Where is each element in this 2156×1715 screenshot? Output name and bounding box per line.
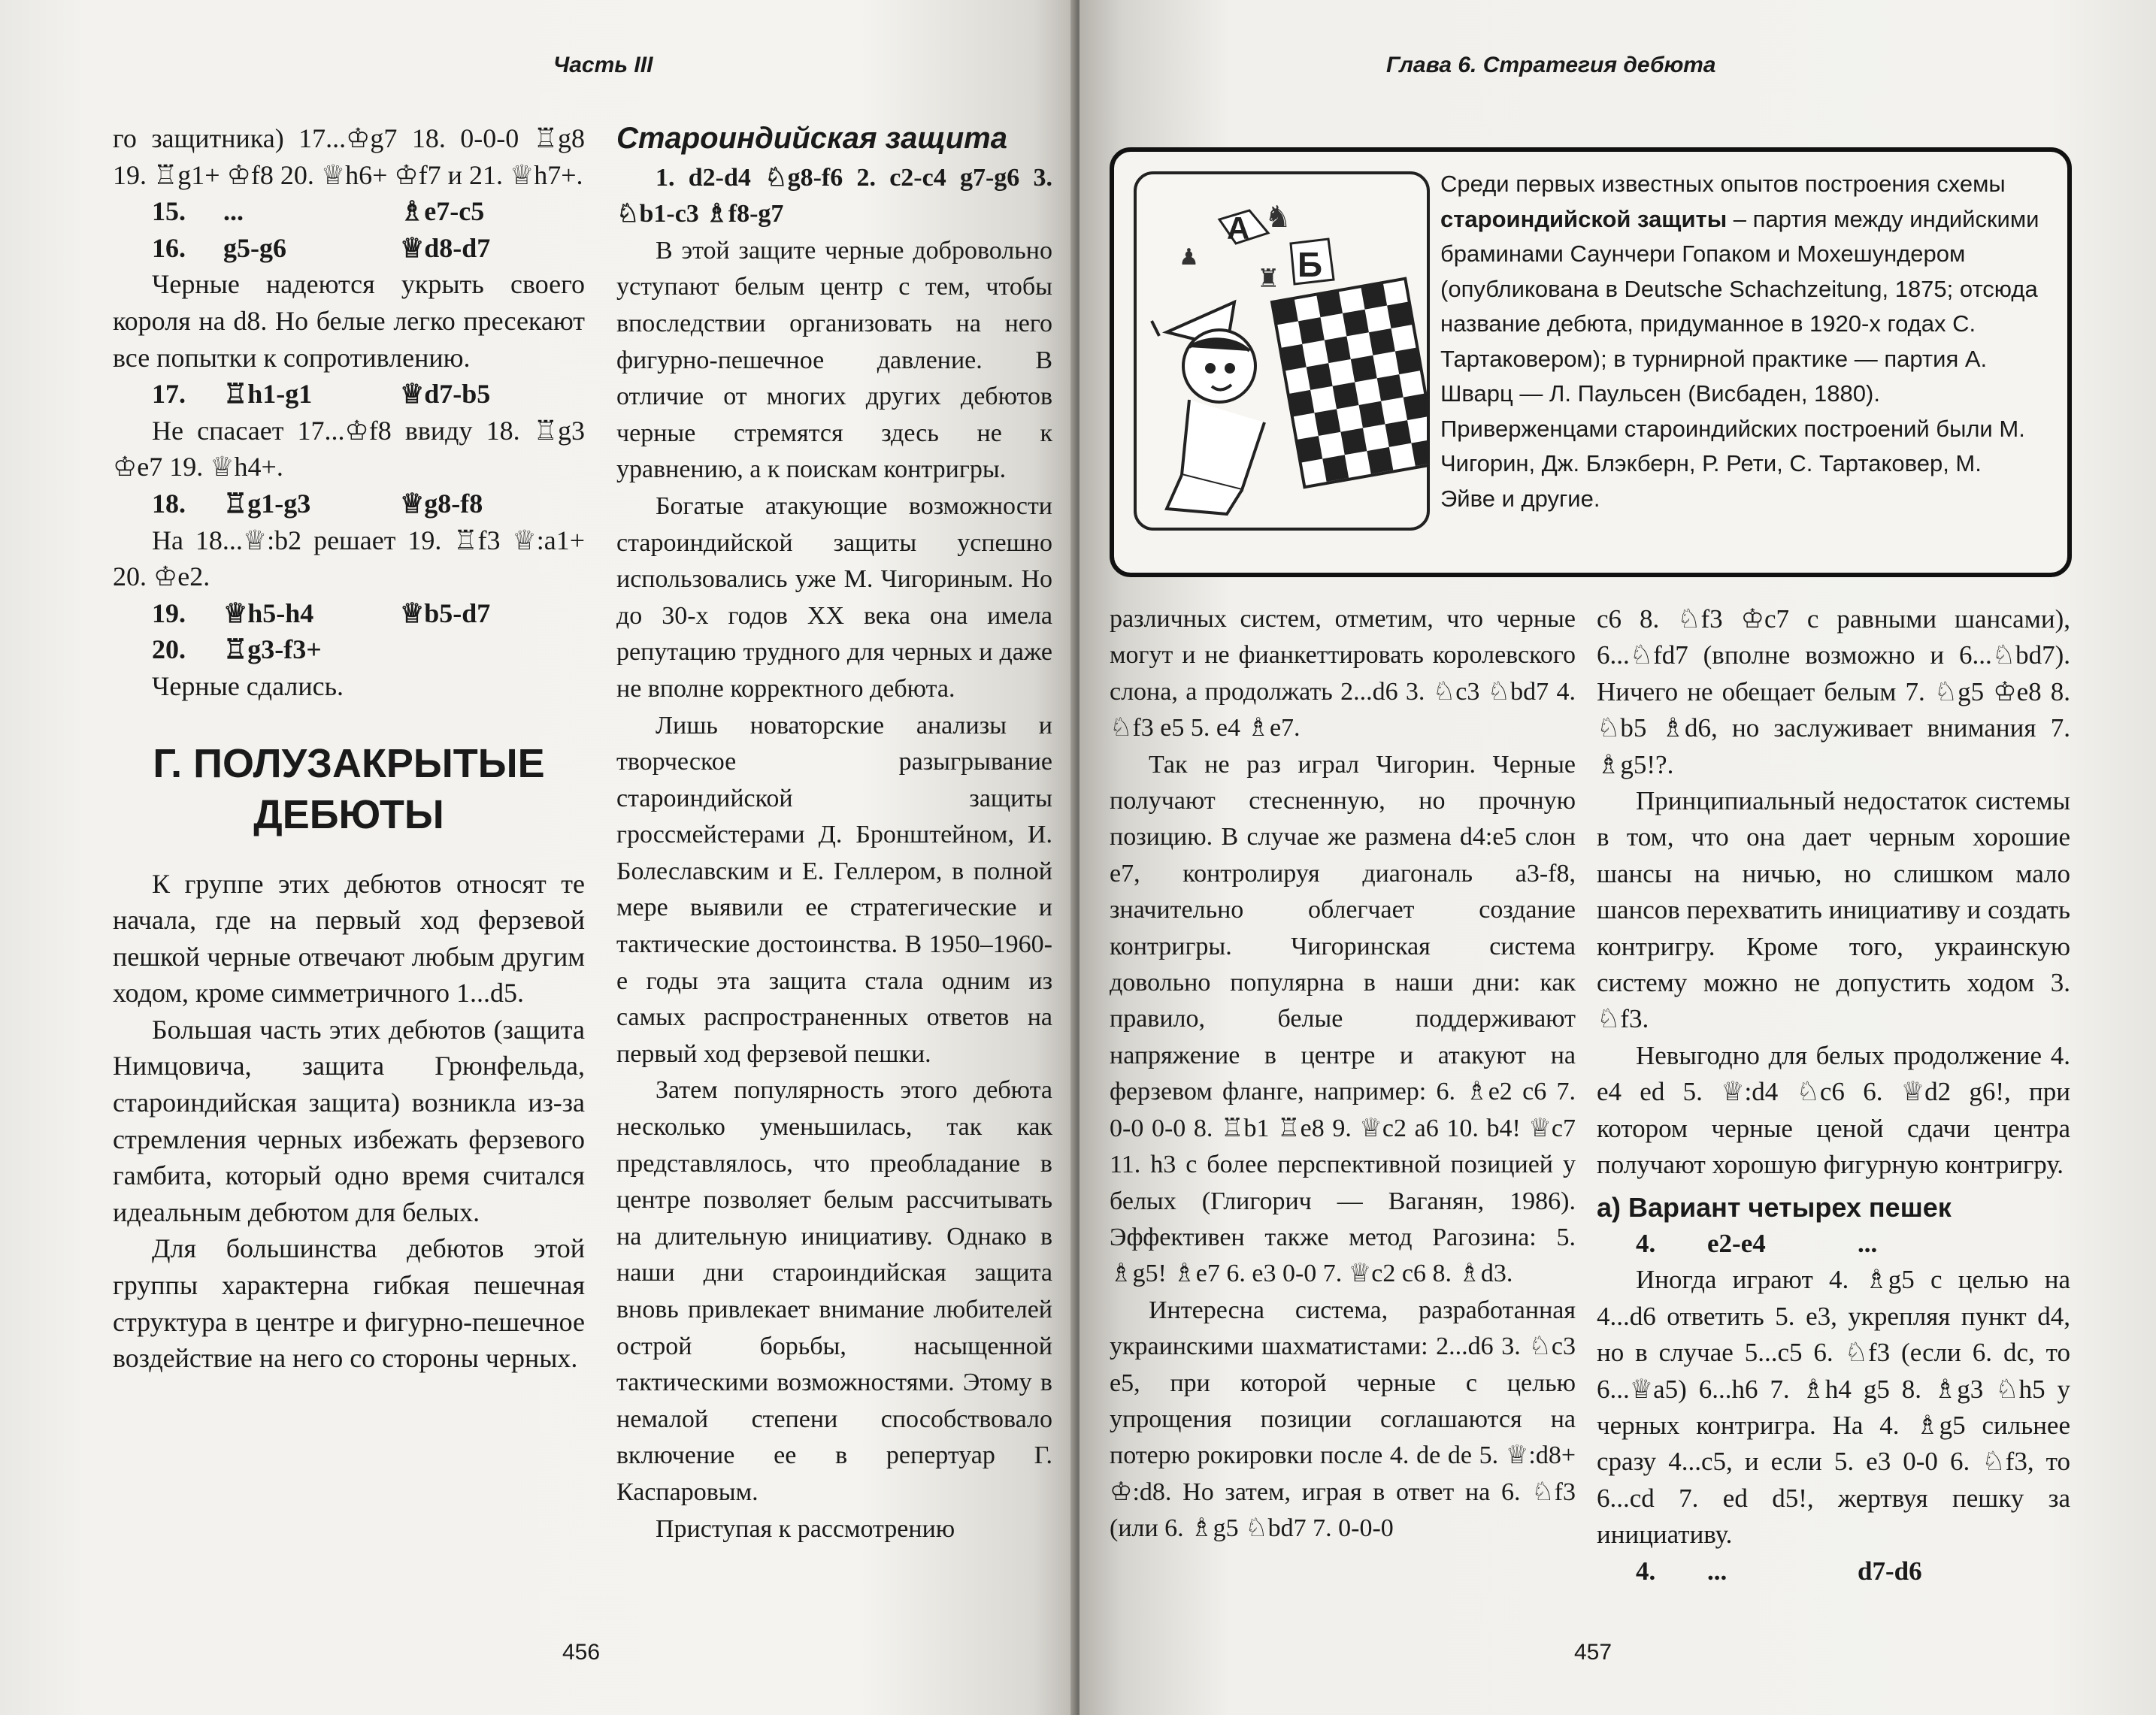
paragraph: Приступая к рассмотрению [656, 1514, 955, 1543]
paragraph: Богатые атакующие возможности староиндийской защиты успешно использовались уже М. Чигориным. Но до 30-х годов XX века она имела репутацию трудного для черных и даже не вполне корректного дебюта. [616, 492, 1052, 703]
svg-text:А: А [1227, 210, 1250, 246]
paragraph: Иногда играют 4. ♗g5 с целью на 4...d6 ответить 5. e3, укрепляя пункт d4, но в случае 5...c5 6. ♘f3 (если 6. dc, то 6...♕a5) 6...h6 7. ♗h4 g5 8. ♗g3 ♘h5 у черных контригра. На 4. ♗g5 сильнее сразу 4...c5, и если 5. e3 0-0 6. ♘f3, то 6...cd 7. ed d5!, жертвуя пешку за инициативу. [1597, 1265, 2070, 1550]
paragraph: Большая часть этих дебютов (защита Нимцовича, защита Грюнфельда, староиндийская защита) возникла из-за стремления черных избежать ферзевого гамбита, который одно время считался идеальным дебютом для белых. [113, 1014, 585, 1227]
right-column-2 [1597, 601, 2070, 1589]
illustration [1134, 171, 1430, 531]
chessboard [1272, 279, 1427, 487]
running-head: Глава 6. Стратегия дебюта [1386, 53, 1716, 77]
info-box [1110, 147, 2072, 577]
paragraph: В этой защите черные добровольно уступают белым центр с тем, чтобы впоследствии организовать на него фигурно-пешечное давление. В отличие от многих других дебютов черные стремятся здесь не к уравнению, а к поискам контригры. [616, 236, 1052, 484]
pawn-icon: ♟ [1179, 245, 1199, 270]
move-row: 15. ... ♗e7-c5 [152, 196, 485, 227]
move-row: 20. ♖g3-f3+ [152, 634, 322, 665]
rook-icon: ♜ [1257, 265, 1280, 293]
move-row: 19. ♕h5-h4 ♕b5-d7 [152, 597, 491, 628]
move-row: 17. ♖h1-g1 ♕d7-b5 [152, 379, 491, 410]
paragraph: различных систем, отметим, что черные могут и не фианкеттировать королевского слона, а продолжать 2...d6 3. ♘c3 ♘bd7 4. ♘f3 e5 5. e4 ♗e7. [1110, 605, 1576, 743]
knight-icon: ♞ [1264, 200, 1291, 234]
paragraph: Невыгодно для белых продолжение 4. e4 ed 5. ♕:d4 ♘c6 6. ♕d2 g6!, при котором черные ценой сдачи центра получают хорошую фигурную контригру. [1597, 1040, 2070, 1180]
section-title: Г. ПОЛУЗАКРЫТЫЕ ДЕБЮТЫ [153, 740, 545, 837]
subsection-heading: Староиндийская защита [616, 122, 1007, 155]
page-number: 457 [1574, 1640, 1612, 1665]
paragraph: На 18...♕:b2 решает 19. ♖f3 ♕:a1+ 20. ♔e2. [113, 525, 585, 592]
paragraph: Черные сдались. [152, 670, 344, 701]
paragraph: го защитника) 17...♔g7 18. 0-0-0 ♖g8 19. ♖g1+ ♔f8 20. ♕h6+ ♔f7 и 21. ♕h7+. [113, 123, 585, 190]
info-box-text: Среди первых известных опытов построения схемы староиндийской защиты – партия между индийскими браминами Саунчери Гопаком и Мохешундером (опубликована в Deutsche Schachzeitung, 1875; отсюда название дебюта, придуманное в 1920-х годах С. Тартаковером); в турнирной практике — партия А. Шварц — Л. Паульсен (Висбаден, 1880). Приверженцами староиндийских построений были М. Чигорин, Дж. Блэкберн, Р. Рети, С. Тартаковер, М. Эйве и другие. [1440, 171, 2039, 512]
paragraph: c6 8. ♘f3 ♔c7 с равными шансами), 6...♘fd7 (вполне возможно и 6...♘bd7). Ничего не обещает белым 7. ♘g5 ♔e8 8. ♘b5 ♗d6, но заслуживает внимания 7. ♗g5!?. [1597, 604, 2070, 779]
running-head: Часть III [553, 53, 653, 77]
paragraph: Затем популярность этого дебюта несколько уменьшилась, так как представлялось, что преобладание в центре позволяет белым рассчитывать на длительную инициативу. Однако в наши дни староиндийская защита вновь привлекает внимание любителей острой борьбы, насыщенной тактическими возможностями. Этому в немалой степени способствовало включение ее в репертуар Г. Каспаровым. [616, 1076, 1052, 1506]
paragraph: Черные надеются укрыть своего короля на d8. Но белые легко пресекают все попытки к сопротивлению. [113, 269, 585, 373]
boy-chessboard-illustration [1137, 174, 1427, 528]
right-column-1 [1110, 601, 1576, 1547]
paragraph: Интересна система, разработанная украинскими шахматистами: 2...d6 3. ♘c3 e5, при которой черные с целью упрощения позиции соглашаются на потерю рокировки после 4. de de 5. ♕:d8+ ♔:d8. Но затем, играя в ответ на 6. ♘f3 (или 6. ♗g5 ♘bd7 7. 0-0-0 [1110, 1296, 1576, 1543]
boy-figure [1152, 302, 1264, 514]
move-row: 4. e2-e4 ... [1636, 1228, 1878, 1258]
paragraph: Принципиальный недостаток системы в том, что она дает черным хорошие шансы на ничью, но слишком мало шансов перехватить инициативу и создать контригру. Кроме того, украинскую систему можно не допустить ходом 3. ♘f3. [1597, 786, 2070, 1034]
move-row: 4. ... d7-d6 [1636, 1556, 1922, 1586]
paragraph: К группе этих дебютов относят те начала, где на первый ход ферзевой пешкой черные отвечают любым другим ходом, кроме симметричного 1...d5. [113, 868, 585, 1009]
svg-text:Б: Б [1298, 245, 1323, 284]
letter-block-b [1291, 239, 1334, 284]
move-row: 18. ♖g1-g3 ♕g8-f8 [152, 488, 483, 519]
left-column-1 [113, 120, 585, 1377]
paragraph: Так не раз играл Чигорин. Черные получают стесненную, но прочную позицию. В случае же размена d4:e5 слон e7, контролируя диагональ a3-f8, значительно облегчает создание контригры. Чигоринская система довольно популярна в наши дни: как правило, белые поддерживают напряжение в центре и атакуют на ферзевом фланге, например: 6. ♗e2 c6 7. 0-0 0-0 8. ♖b1 ♖e8 9. ♕c2 a6 10. b4! ♕c7 11. h3 с более перспективной позицией у белых (Глигорич — Ваганян, 1986). Эффективен также метод Рагозина: 5. ♗g5! ♗e7 6. e3 0-0 7. ♕c2 c6 8. ♗d3. [1110, 750, 1576, 1288]
page-number: 456 [562, 1640, 601, 1665]
paragraph: Не спасает 17...♔f8 ввиду 18. ♖g3 ♔e7 19. ♕h4+. [113, 415, 585, 482]
move-row: 16. g5-g6 ♕d8-d7 [152, 232, 491, 263]
opening-moves: 1. d2-d4 ♘g8-f6 2. c2-c4 g7-g6 3. ♘b1-c3 ♗f8-g7 [616, 163, 1052, 228]
subsection-heading: а) Вариант четырех пешек [1597, 1191, 1952, 1223]
letter-block-a [1219, 210, 1268, 246]
left-column-2 [616, 120, 1052, 1547]
paragraph: Лишь новаторские анализы и творческое разыгрывание староиндийской защиты гроссмейстерами Д. Бронштейном, И. Болеславским и Е. Геллером, в полной мере выявили ее стратегические и тактические достоинства. В 1950–1960-е годы эта защита стала одним из самых распространенных ответов на первый ход ферзевой пешки. [616, 711, 1052, 1068]
left-page [0, 0, 1076, 1715]
paragraph: Для большинства дебютов этой группы характерна гибкая пешечная структура в центре и фигурно-пешечное воздействие на него со стороны черных. [113, 1233, 585, 1374]
